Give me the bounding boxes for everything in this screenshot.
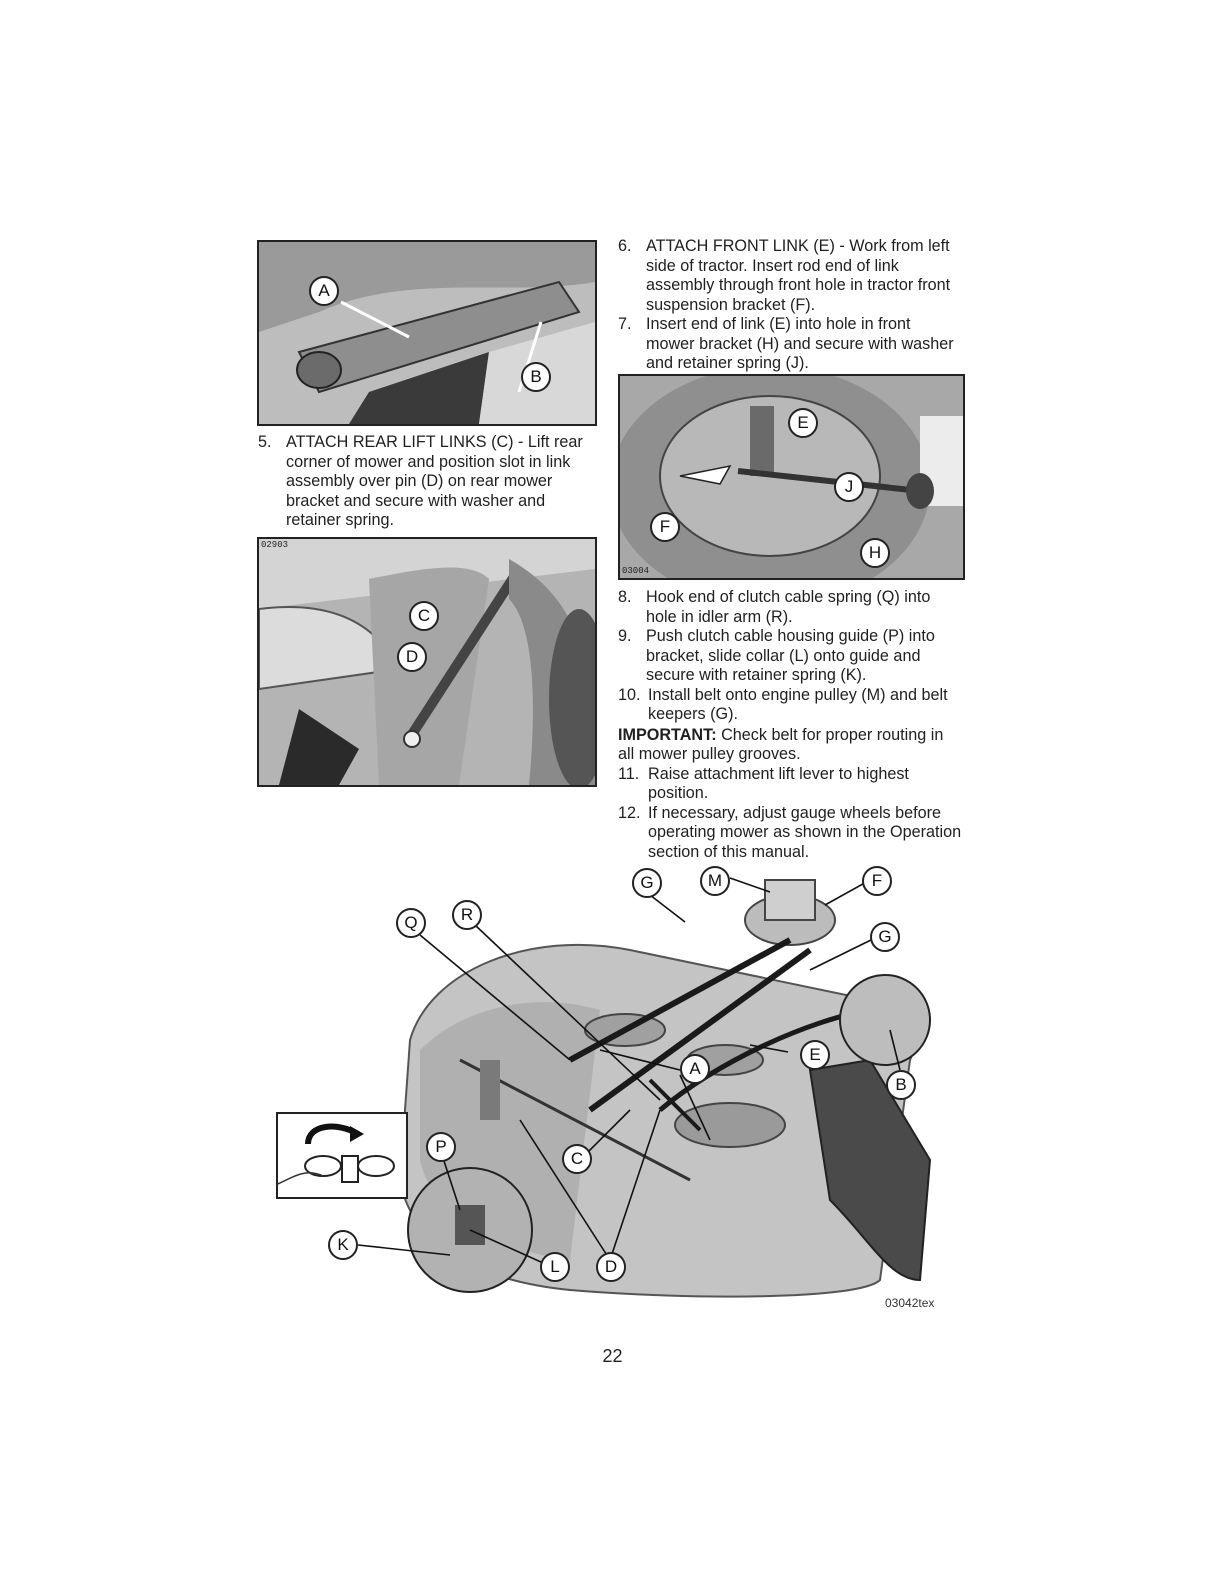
photo-rear-lift-links (257, 537, 597, 787)
diagram-callout-g1: G (632, 868, 662, 898)
step-11 (618, 765, 963, 804)
diagram-callout-e: E (800, 1040, 830, 1070)
mower-deck-diagram (270, 860, 950, 1310)
important-text: Check belt for proper routing in all mower pulley grooves. (618, 725, 944, 763)
callout-b: B (521, 362, 551, 392)
photo-rear-lift-links-art (259, 539, 595, 785)
callout-d: D (397, 642, 427, 672)
step-number: 7. (618, 315, 632, 333)
step-5 (258, 433, 598, 531)
step-number: 8. (618, 588, 632, 606)
step-6 (618, 237, 963, 315)
step-number: 10. (618, 685, 641, 704)
step-8 (618, 588, 963, 627)
step-text: ATTACH REAR LIFT LINKS (C) - Lift rear corner of mower and position slot in link assembly over pin (D) on rear mower bracket and secure with washer and retainer spring. (286, 433, 583, 529)
page-number: 22 (602, 1346, 623, 1366)
steps-6-7-block (618, 237, 963, 374)
callout-a: A (309, 276, 339, 306)
diagram-callout-f: F (862, 866, 892, 896)
step-text: Push clutch cable housing guide (P) into bracket, slide collar (L) onto guide and secure with retainer spring (K). (646, 627, 935, 684)
step-10 (618, 686, 963, 725)
callout-e: E (788, 408, 818, 438)
diagram-callout-b: B (886, 1070, 916, 1100)
step-12 (618, 804, 963, 863)
diagram-code: 03042tex (885, 1296, 935, 1310)
step-number: 6. (618, 237, 632, 255)
photo-front-link-art (620, 376, 963, 578)
callout-f: F (650, 512, 680, 542)
diagram-callout-d: D (596, 1252, 626, 1282)
photo-rear-link-bracket-art (259, 242, 595, 424)
diagram-callout-l: L (540, 1252, 570, 1282)
photo-code: 03004 (622, 566, 650, 576)
photo-front-link (618, 374, 965, 580)
step-text: Insert end of link (E) into hole in front mower bracket (H) and secure with washer and retainer spring (J). (646, 315, 954, 372)
diagram-callout-q: Q (396, 908, 426, 938)
important-note (618, 726, 963, 765)
retainer-spring-art (278, 1114, 406, 1197)
step-7 (618, 315, 963, 374)
step-number: 11. (618, 764, 640, 783)
step-9 (618, 627, 963, 686)
step-text: Install belt onto engine pulley (M) and belt keepers (G). (648, 685, 948, 723)
step-number: 12. (618, 803, 641, 822)
step-number: 5. (258, 433, 272, 451)
diagram-callout-p: P (426, 1132, 456, 1162)
step-number: 9. (618, 627, 632, 645)
diagram-callout-a: A (680, 1054, 710, 1084)
step-text: Hook end of clutch cable spring (Q) into hole in idler arm (R). (646, 588, 931, 626)
steps-8-12-block (618, 588, 963, 862)
photo-rear-link-bracket (257, 240, 597, 426)
important-label: IMPORTANT: (618, 725, 717, 744)
step-text: ATTACH FRONT LINK (E) - Work from left side of tractor. Insert rod end of link assembly through front hole in tractor front suspension bracket (F). (646, 237, 951, 314)
photo-code: 02903 (261, 540, 289, 550)
diagram-callout-g2: G (870, 922, 900, 952)
diagram-callout-m: M (700, 866, 730, 896)
callout-c: C (409, 601, 439, 631)
step-text: Raise attachment lift lever to highest position. (648, 764, 909, 802)
retainer-spring-inset (276, 1112, 408, 1199)
callout-j: J (834, 472, 864, 502)
diagram-callout-r: R (452, 900, 482, 930)
mower-deck-art (270, 860, 950, 1310)
diagram-callout-c: C (562, 1144, 592, 1174)
step-5-block (258, 433, 598, 531)
diagram-callout-k: K (328, 1230, 358, 1260)
step-text: If necessary, adjust gauge wheels before operating mower as shown in the Operation section of this manual. (648, 803, 962, 861)
callout-h: H (860, 538, 890, 568)
